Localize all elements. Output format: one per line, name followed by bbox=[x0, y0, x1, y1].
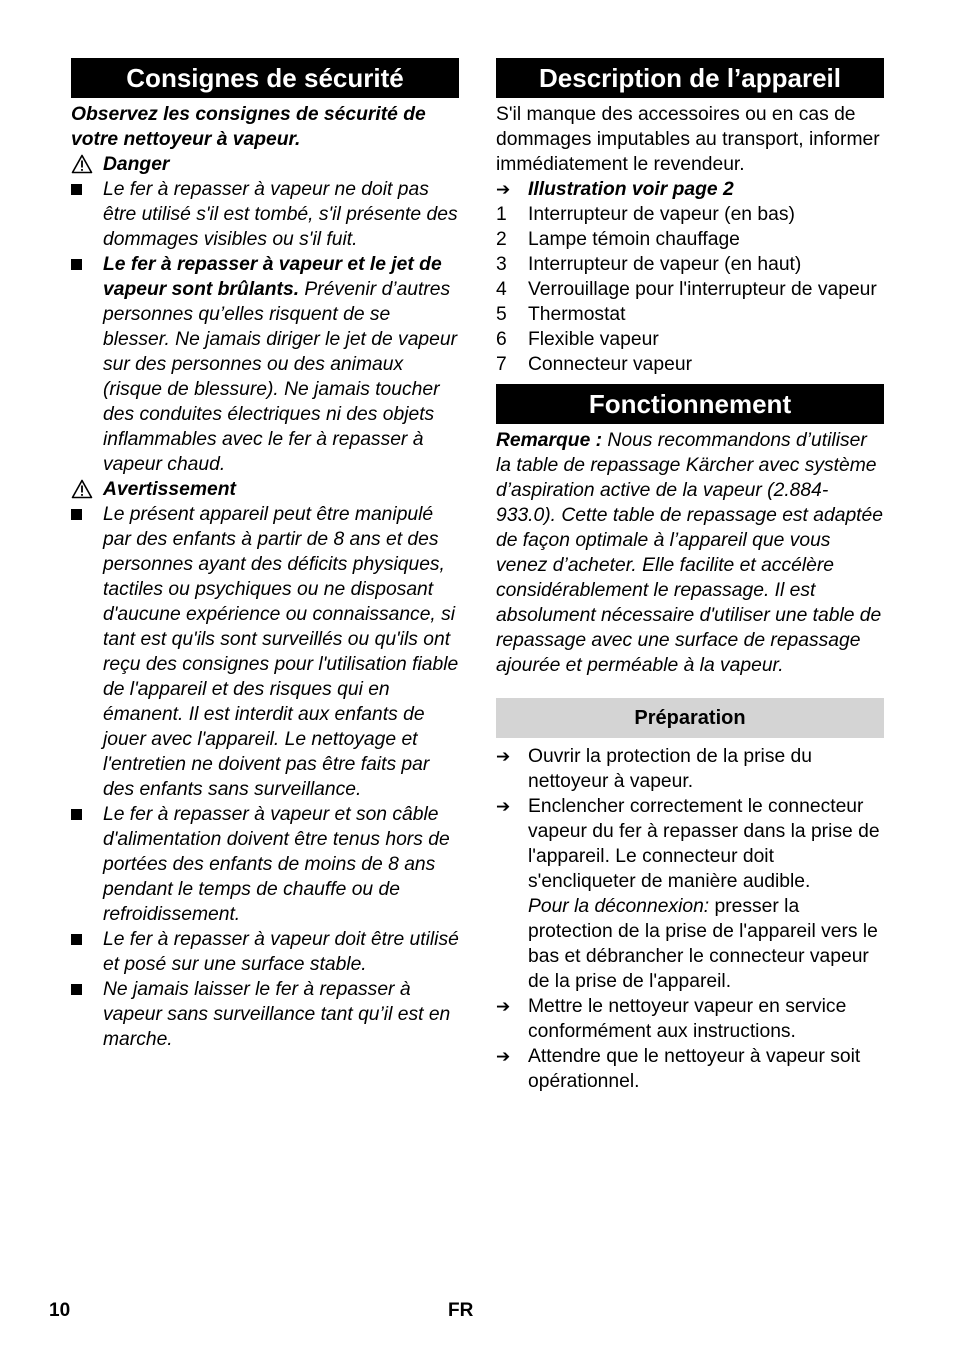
part-label: Verrouillage pour l'interrupteur de vapeur bbox=[528, 279, 877, 300]
part-number: 6 bbox=[496, 329, 507, 350]
part-label: Interrupteur de vapeur (en haut) bbox=[528, 254, 802, 275]
step-text: Ouvrir la protection de la prise du nettoyeur à vapeur. bbox=[528, 746, 813, 792]
step-item bbox=[496, 744, 884, 794]
safety-heading: Consignes de sécurité bbox=[71, 58, 459, 98]
step-text: Mettre le nettoyeur vapeur en service conformément aux instructions. bbox=[528, 996, 847, 1042]
list-item bbox=[71, 927, 459, 977]
warning-label-row bbox=[71, 477, 459, 502]
bullet-square-icon bbox=[71, 252, 99, 277]
danger-label: Danger bbox=[103, 154, 170, 175]
remark-label: Remarque : bbox=[496, 430, 603, 451]
step-text: Enclencher correctement le connecteur vapeur du fer à repasser dans la prise de l'appareil. Le connecteur doit s'encliqueter de manière audible. bbox=[528, 796, 880, 892]
parts-list-item bbox=[496, 302, 884, 327]
language-code: FR bbox=[448, 1300, 474, 1321]
page-number: 10 bbox=[49, 1300, 71, 1321]
warning-item-text: Le fer à repasser à vapeur et son câble d'alimentation doivent être tenus hors de portées des enfants de moins de 8 ans pendant le temps de chauffe ou de refroidissement. bbox=[103, 804, 450, 925]
part-number: 2 bbox=[496, 229, 507, 250]
arrow-right-icon: ➔ bbox=[496, 747, 511, 766]
bullet-square-icon bbox=[71, 802, 99, 827]
disconnect-label: Pour la déconnexion: bbox=[528, 896, 710, 917]
part-number: 4 bbox=[496, 279, 507, 300]
arrow-right-icon: ➔ bbox=[496, 997, 511, 1016]
parts-list-item bbox=[496, 327, 884, 352]
warning-item-text: Ne jamais laisser le fer à repasser à vapeur sans surveillance tant qu’il est en marche. bbox=[103, 979, 451, 1050]
safety-intro: Observez les consignes de sécurité de votre nettoyeur à vapeur. bbox=[71, 104, 426, 150]
parts-list-item bbox=[496, 277, 884, 302]
safety-column bbox=[71, 58, 459, 1052]
arrow-right-icon: ➔ bbox=[496, 797, 511, 816]
danger-item-text: Prévenir d’autres personnes qu’elles risquent de se blesser. Ne jamais diriger le jet de vapeur sur des personnes ou des animaux (risque de blessure). Ne jamais toucher des conduites électriques ni des objets inflammables avec le fer à repasser à vapeur chaud. bbox=[103, 279, 458, 475]
part-label: Connecteur vapeur bbox=[528, 354, 692, 375]
parts-list-item bbox=[496, 227, 884, 252]
disconnect-text: presser la protection de la prise de l'appareil vers le bas et débrancher le connecteur vapeur de la prise de l'appareil. bbox=[528, 896, 878, 992]
list-item bbox=[71, 502, 459, 802]
step-text: Attendre que le nettoyeur à vapeur soit opérationnel. bbox=[528, 1046, 861, 1092]
list-item bbox=[71, 177, 459, 252]
warning-item-text: Le présent appareil peut être manipulé par des enfants à partir de 8 ans et des personnes ayant des déficits physiques, tactiles ou psychiques ou ne disposant d'aucune expérience ou connaissance, si tant est qu'ils sont surveillés ou qu'ils ont reçu des consignes pour l'utilisation fiable de l'appareil et des risques qui en émanent. Il est interdit aux enfants de jouer avec l'appareil. Le nettoyage et l'entretien ne doivent pas être faits par des enfants sans surveillance. bbox=[103, 504, 459, 800]
parts-list-item bbox=[496, 202, 884, 227]
danger-item-text: Le fer à repasser à vapeur ne doit pas être utilisé s'il est tombé, s'il présente des dommages visibles ou s'il fuit. bbox=[103, 179, 458, 250]
part-number: 7 bbox=[496, 354, 507, 375]
part-number: 1 bbox=[496, 204, 507, 225]
description-heading: Description de l’appareil bbox=[496, 58, 884, 98]
illustration-reference bbox=[496, 177, 884, 202]
warning-item-text: Le fer à repasser à vapeur doit être utilisé et posé sur une surface stable. bbox=[103, 929, 459, 975]
operation-heading: Fonctionnement bbox=[496, 384, 884, 424]
description-text: S'il manque des accessoires ou en cas de dommages imputables au transport, informer immédiatement le revendeur. bbox=[496, 104, 880, 175]
danger-item-bold-text: Le fer à repasser à vapeur et le jet de vapeur sont brûlants. bbox=[103, 254, 442, 300]
description-column bbox=[496, 58, 884, 1094]
list-item bbox=[71, 977, 459, 1052]
bullet-square-icon bbox=[71, 977, 99, 1002]
part-label: Interrupteur de vapeur (en bas) bbox=[528, 204, 795, 225]
part-number: 3 bbox=[496, 254, 507, 275]
arrow-right-icon: ➔ bbox=[496, 180, 511, 199]
arrow-right-icon: ➔ bbox=[496, 1047, 511, 1066]
illustration-ref-text: Illustration voir page 2 bbox=[528, 179, 734, 200]
remark-paragraph bbox=[496, 428, 884, 678]
part-label: Thermostat bbox=[528, 304, 626, 325]
bullet-square-icon bbox=[71, 927, 99, 952]
parts-list-item bbox=[496, 252, 884, 277]
part-label: Lampe témoin chauffage bbox=[528, 229, 740, 250]
step-item bbox=[496, 994, 884, 1044]
bullet-square-icon bbox=[71, 502, 99, 527]
bullet-square-icon bbox=[71, 177, 99, 202]
step-item bbox=[496, 1044, 884, 1094]
step-item bbox=[496, 794, 884, 994]
warning-label: Avertissement bbox=[103, 479, 236, 500]
part-label: Flexible vapeur bbox=[528, 329, 659, 350]
danger-label-row bbox=[71, 152, 459, 177]
parts-list-item bbox=[496, 352, 884, 377]
list-item bbox=[71, 802, 459, 927]
list-item bbox=[71, 252, 459, 477]
part-number: 5 bbox=[496, 304, 507, 325]
preparation-heading: Préparation bbox=[496, 698, 884, 738]
remark-text: Nous recommandons d’utiliser la table de repassage Kärcher avec système d’aspiration active de la vapeur (2.884-933.0). Cette table de repassage est adaptée de façon optimale à l’appareil que vous venez d’acheter. Elle facilite et accélère considérablement le repassage. Il est absolument nécessaire d'utiliser une table de repassage avec une surface de repassage ajourée et perméable à la vapeur. bbox=[496, 430, 883, 676]
